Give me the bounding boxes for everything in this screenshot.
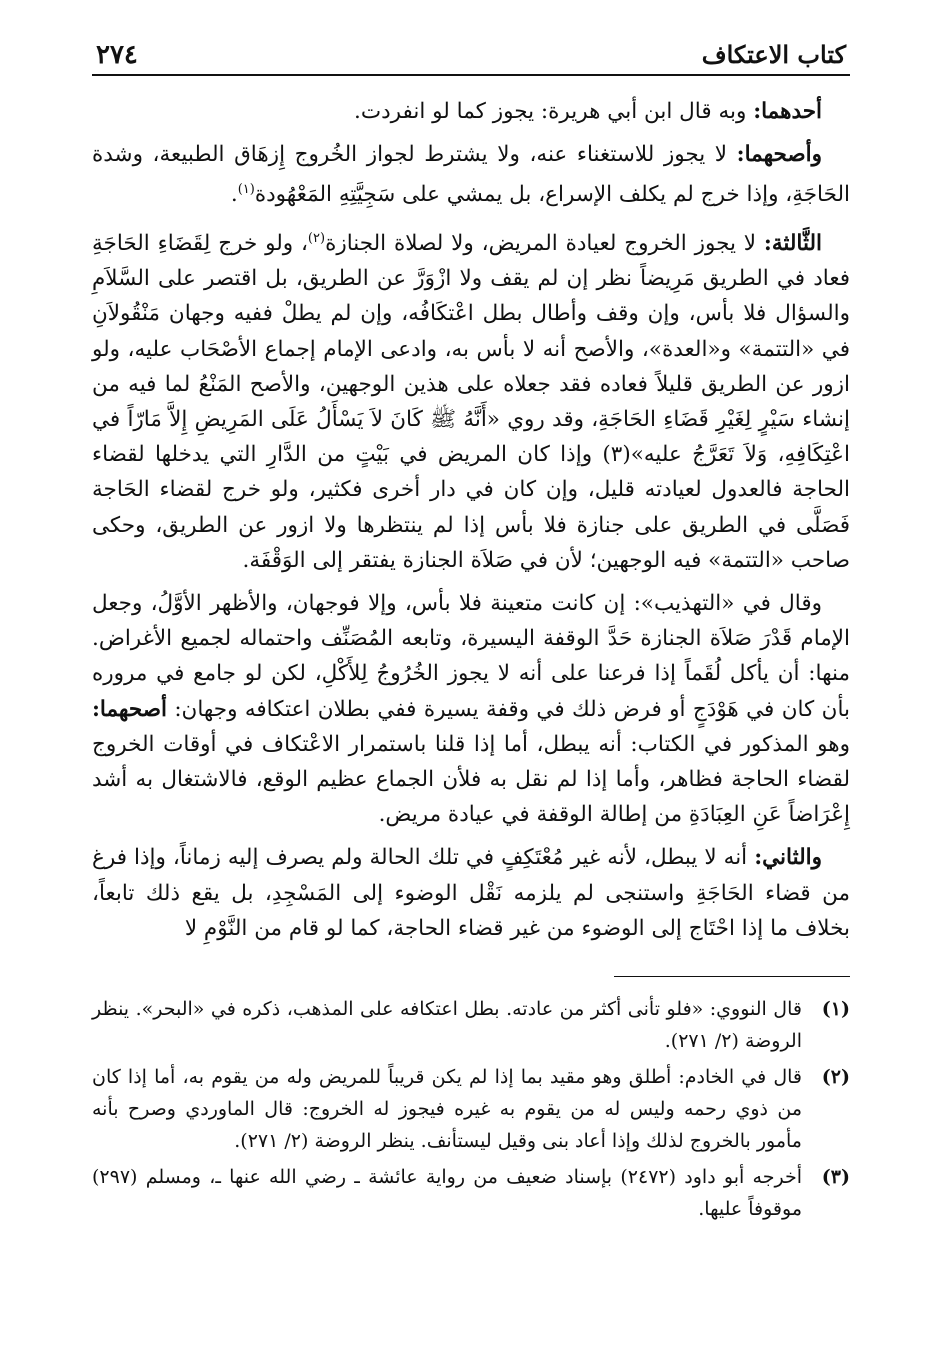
- paragraph-text: لا يجوز الخروج لعيادة المريض، ولا لصلاة الجنازة: [325, 230, 764, 256]
- footnote-number: (١): [821, 997, 850, 1020]
- footnote-text: أخرجه أبو داود (٢٤٧٢) بإسناد ضعيف من رواية عائشة ـ رضي الله عنها ـ، ومسلم (٢٩٧) موقوفاً عليها.: [92, 1165, 802, 1220]
- paragraph-lead: أحدهما:: [753, 99, 822, 124]
- footnote-text: قال النووي: «فلو تأنى أكثر من عادته. بطل اعتكافه على المذهب، ذكره في «البحر». ينظر الروضة (٢/ ٢٧١).: [92, 997, 802, 1052]
- footnote-separator: [614, 976, 850, 977]
- paragraph: [92, 221, 850, 578]
- footnotes: [92, 993, 850, 1225]
- footnote-item: [92, 1061, 850, 1157]
- footnote-number: (٣): [821, 1165, 850, 1188]
- paragraph-lead: الثَّالثة:: [763, 230, 822, 256]
- main-text: [92, 94, 850, 946]
- paragraph-lead: وأصحهما:: [736, 142, 822, 168]
- paragraph-text: لا يجوز للاستغناء عنه، ولا يشترط لجواز الخُروج إِزهَاق الطبيعة، وشدة الحَاجَةِ، وإذا خرج لم يكلف الإسراع، بل يمشي على سَجِيَّتِهِ المَعْهُودة: [92, 142, 850, 208]
- footnote-ref[interactable]: (٢): [307, 230, 326, 246]
- paragraph: [92, 586, 850, 832]
- paragraph-lead: والثاني:: [754, 845, 822, 871]
- page-number: ٢٧٤: [96, 40, 138, 70]
- paragraph-text-continued: وهو المذكور في الكتاب: أنه يبطل، أما إذا قلنا باستمرار الاعْتكاف في أوقات الخروج لقضاء الحاجة فظاهر، وأما إذا لم نقل به فلأن الجماع عظيم الوقع، فالاشتغال به أشد إِعْرَاضاً عَنِ العِبَادَةِ من إطالة الوقفة في عيادة مريض.: [92, 731, 850, 828]
- paragraph-lead-inline: أصحهما:: [92, 696, 167, 722]
- paragraph-text: أنه لا يبطل، لأنه غير مُعْتَكِفٍ في تلك الحالة ولم يصرف إليه زماناً، وإذا فرغ من قضاء الحَاجَةِ واستنجى لم يلزمه نَقْل الوضوء إلى المَسْجِدِ، بل يقع ذلك تابعاً، بخلاف ما إذا احْتَاج إلى الوضوء من غير قضاء الحاجة، كما لو قام من النَّوْمِ لا: [92, 845, 850, 941]
- footnote-text: قال في الخادم: أطلق وهو مقيد بما إذا لم يكن قريباً للمريض وله من يقوم به، أما إذا كان من ذوي رحمه وليس له من يقوم به غيره فيجوز له الخروج: قال الماوردي وصرح بأنه مأمور بالخروج لذلك وإذا أعاد بنى وقيل ليستأنف. ينظر الروضة (٢/ ٢٧١).: [92, 1065, 802, 1152]
- footnote-item: [92, 1161, 850, 1225]
- paragraph: [92, 137, 850, 213]
- footnote-number: (٢): [821, 1065, 850, 1088]
- paragraph: [92, 840, 850, 946]
- header-rule: [92, 74, 850, 76]
- footnote-item: [92, 993, 850, 1057]
- paragraph-text: وقال في «التهذيب»: إن كانت متعينة فلا بأس، وإلا فوجهان، والأظهر الأوَّلُ، وجعل الإمام قَدْرَ صَلاَة الجنازة حَدَّ الوقفة اليسيرة، وتابعه المُصَنِّف واحتماله لجميع الأغراض. منها: أن يأكل لُقَماً إذا فرعنا على أنه لا يجوز الخُرُوجُ لِلأَكْلِ، لكن لو جامع في مروره بأن كان في هَوْدَجٍ أو فرض ذلك في وقفة يسيرة ففي بطلان اعتكافه وجهان:: [92, 590, 850, 722]
- paragraph-tail: ، ولو خرج لِقَضَاءِ الحَاجَةِ فعاد في الطريق مَرِيضاً نظر إن لم يقف ولا ازْوَرَّ عن الطريق، بل اقتصر على السَّلاَمِ والسؤال فلا بأس، وإن وقف وأطال بطل اعْتكَافُه، وإن لم يطلْ ففيه وجهان مَنْقُولاَنِ في «التتمة» و«العدة»، والأصح أنه لا بأس به، وادعى الإمام إجماع الأصْحَاب عليه، ولو ازور عن الطريق قليلاً فعاده فقد جعلاه على هذين الوجهين، والأصح المَنْعُ لما فيه من إنشاء سَيْرٍ لِغَيْرِ قَضَاءِ الحَاجَةِ، وقد روي «أَنَّهُ ﷺ كَانَ لاَ يَسْأَلُ عَلَى المَرِيضِ إِلاَّ مَارّاً في اعْتِكَافِهِ، وَلاَ تَعَرَّجُ عليه»(٣) وإذا كان المريض في بَيْتٍ من الدَّارِ التي يدخلها لقضاء الحاجة فالعدول لعيادته قليل، وإن كان في دار أخرى فكثير، ولو خرج لقضاء الحَاجة فَصَلَّى في الطريق على جنازة فلا بأس إذا لم ينتظرها ولا ازور عن الطريق، وحكى صاحب «التتمة» فيه الوجهين؛ لأن في صَلاَة الجنازة يفتقر إلى الوَقْفَة.: [92, 230, 850, 573]
- paragraph: [92, 94, 850, 129]
- running-title: كتاب الاعتكاف: [701, 40, 846, 69]
- footnote-ref[interactable]: (١): [237, 182, 255, 198]
- paragraph-text: وبه قال ابن أبي هريرة: يجوز كما لو انفردت.: [354, 99, 754, 124]
- paragraph-tail: .: [230, 182, 238, 208]
- page-header: [92, 40, 850, 74]
